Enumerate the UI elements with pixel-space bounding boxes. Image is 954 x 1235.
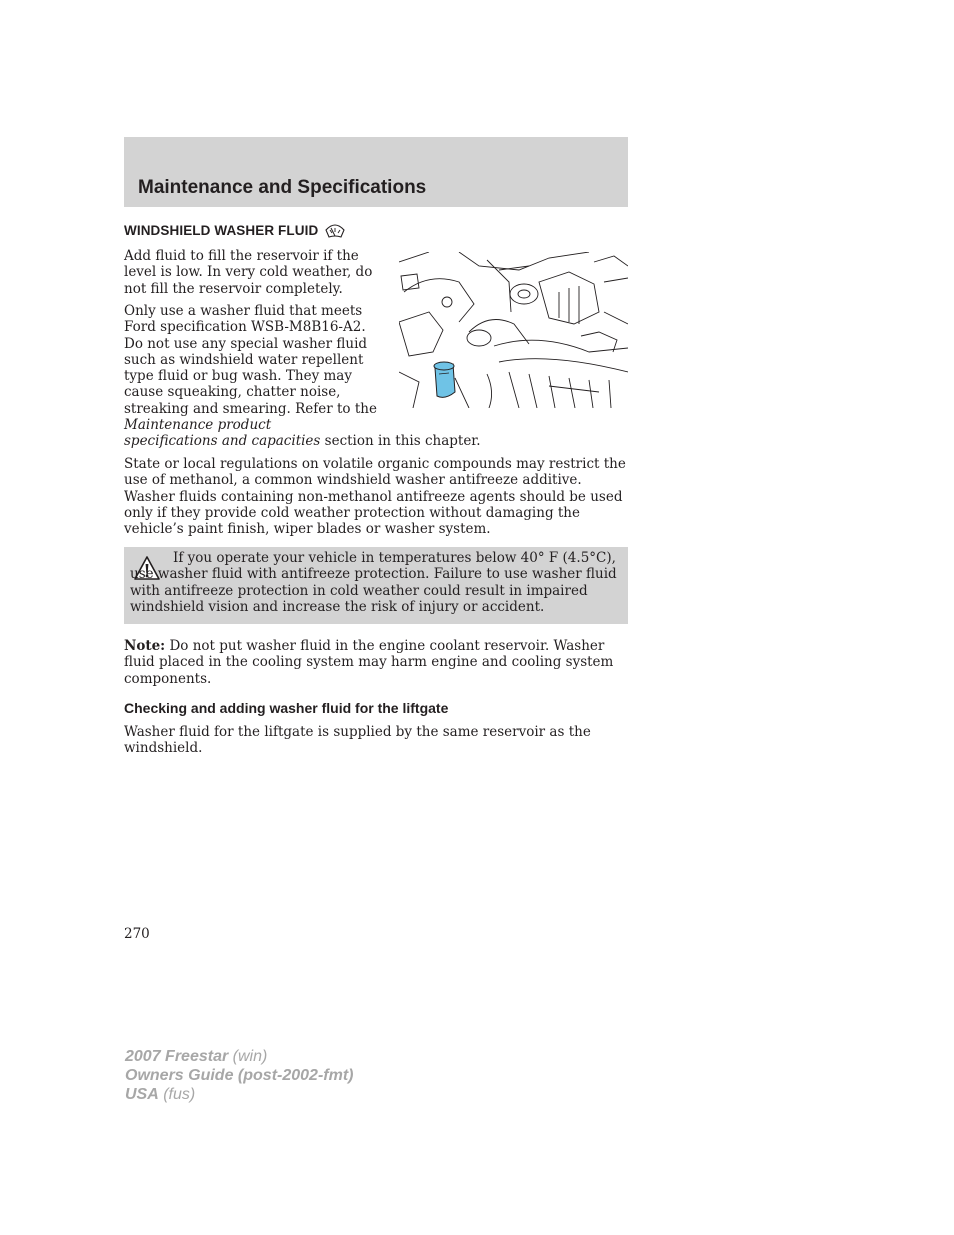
subsection-heading: Checking and adding washer fluid for the liftgate — [124, 700, 449, 716]
paragraph-reservoir-fill: Add fluid to fill the reservoir if the level is low. In very cold weather, do not fill the reservoir completely. — [124, 248, 373, 297]
paragraph-liftgate-fluid: Washer fluid for the liftgate is supplied by the same reservoir as the windshield. — [124, 724, 591, 757]
chapter-title: Maintenance and Specifications — [138, 177, 427, 198]
note-paragraph: Note: Do not put washer fluid in the engine coolant reservoir. Washer fluid placed in the cooling system may harm engine and cooling system components. — [124, 638, 614, 687]
paragraph-fluid-specification: Only use a washer fluid that meets Ford specification WSB-M8B16-A2. Do not use any special washer fluid such as windshield water repellent type fluid or bug wash. They may cause squeaking, chatter noise, streaking and smearing. Refer to the Maintenance product specifications and capacities section in this chapter. — [124, 303, 481, 450]
washer-fluid-icon — [324, 221, 346, 239]
chapter-header-band — [124, 137, 628, 207]
document-footer: 2007 Freestar (win) Owners Guide (post-2002-fmt) USA (fus) — [125, 1048, 354, 1103]
cross-reference-link: Maintenance product — [124, 417, 272, 434]
warning-box — [124, 547, 628, 624]
paragraph-methanol-regulations: State or local regulations on volatile organic compounds may restrict the use of methanol, a common windshield washer antifreeze additive. Washer fluids containing non-methanol antifreeze agents should be used only if they provide cold weather protection without damaging the vehicle’s paint finish, wiper blades or washer system. — [124, 456, 626, 538]
cross-reference-link: specifications and capacities — [124, 433, 321, 450]
note-label: Note: — [124, 638, 166, 654]
engine-compartment-illustration — [399, 252, 628, 408]
page-number: 270 — [124, 926, 150, 942]
warning-text: If you operate your vehicle in temperatures below 40° F (4.5°C), use washer fluid with antifreeze protection. Failure to use washer fluid with antifreeze protection in cold weather could result in impaired windshield vision and increase the risk of injury or accident. — [130, 550, 617, 615]
section-heading-text: WINDSHIELD WASHER FLUID — [124, 222, 319, 238]
section-heading — [124, 221, 346, 239]
